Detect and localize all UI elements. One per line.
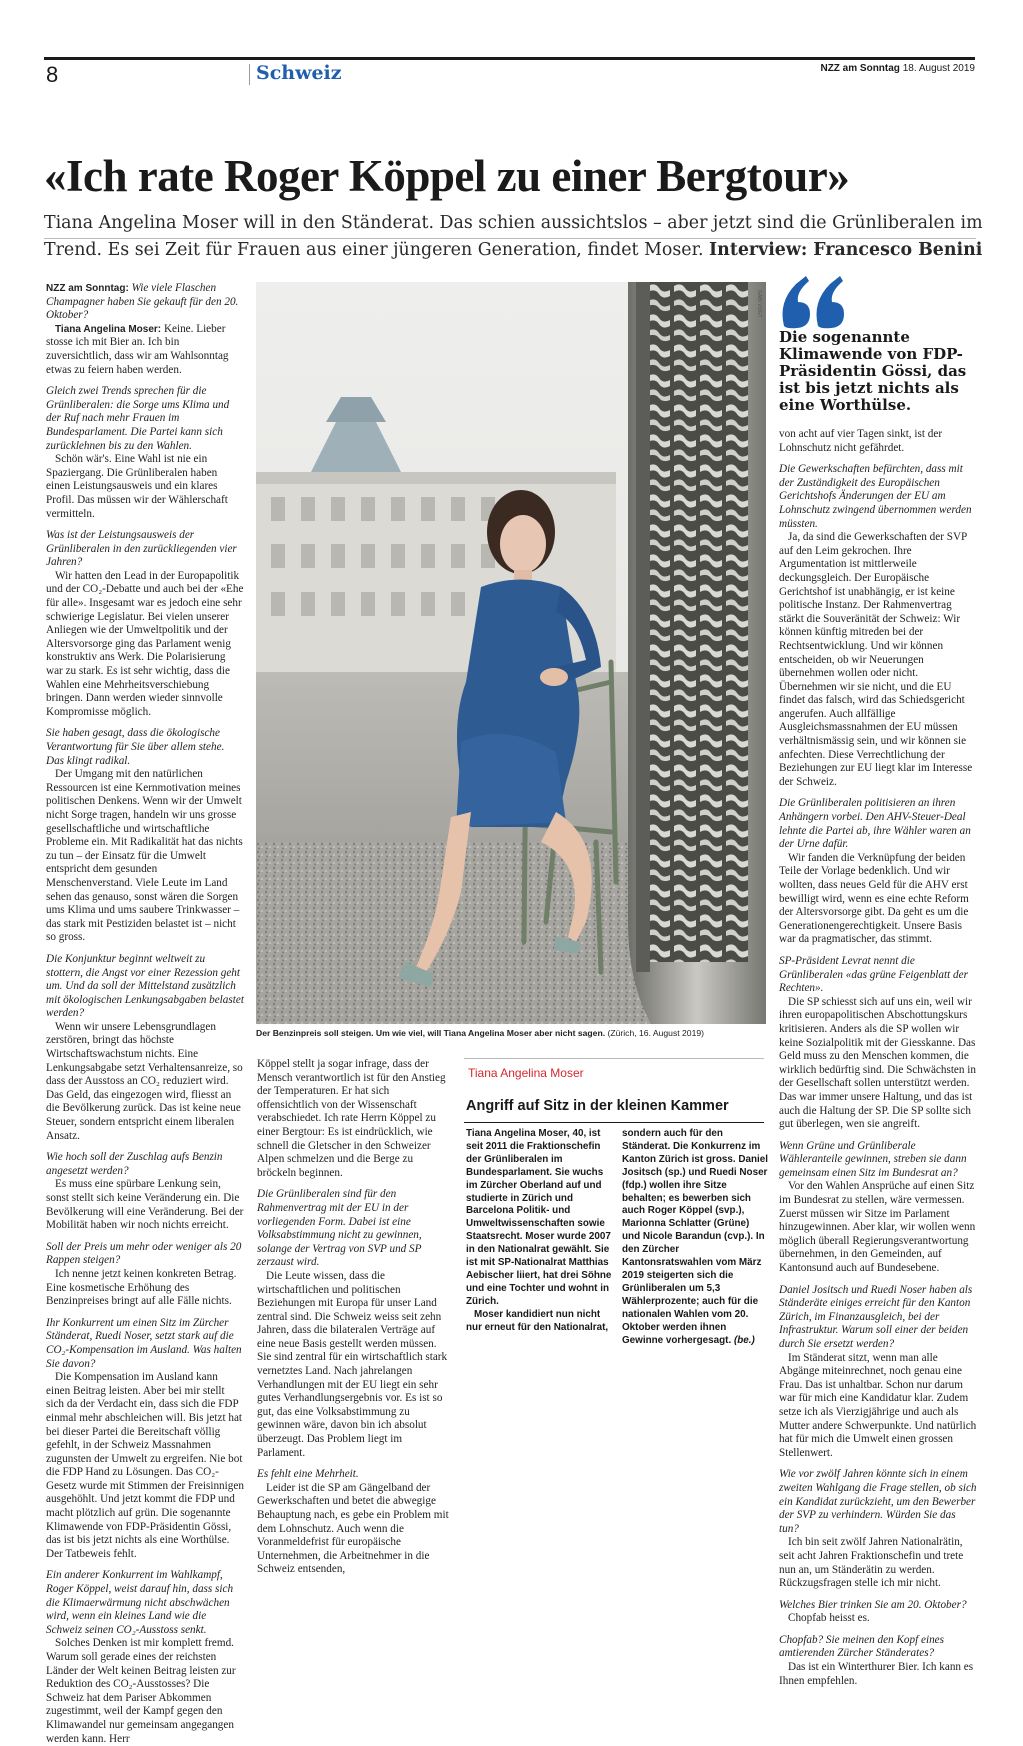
paragraph-text: Soll der Preis um mehr oder weniger als 20 Rappen steigen? — [46, 1240, 242, 1267]
question-paragraph — [257, 1188, 453, 1270]
box-top-rule — [464, 1058, 764, 1059]
caption-bold: Der Benzinpreis soll steigen. Um wie viel, will Tiana Angelina Moser aber nicht sagen. — [256, 1028, 606, 1038]
photo-credit: GABI VOGT — [756, 290, 762, 318]
answer-paragraph — [779, 996, 977, 1132]
paragraph-text: Daniel Jositsch und Ruedi Noser haben als Ständeräte einiges erreicht für den Kanton Zürich, im Finanzausgleich, bei der Infrastruktur. Warum soll einer der beiden durch Sie ersetzt werden? — [779, 1283, 973, 1350]
answer-paragraph — [46, 570, 244, 720]
box-paragraph-text: sondern auch für den Ständerat. Die Konkurrenz im Kanton Zürich ist gross. Daniel Jositsch (sp.) und Ruedi Noser (fdp.) wollen ihre Sitze behalten; es bewerben sich auch Roger Köppel (svp.), Marionna Schlatter (Grüne) und Nicole Barandun (cvp.). In den Zürcher Kantonsratswahlen vom März 2019 steigerten sich die Grünliberalen um 5,3 Wählerprozente; auch für die nationalen Wahlen vom 20. Oktober werden ihnen Gewinne vorhergesagt. — [622, 1128, 768, 1346]
article-column-1 — [46, 282, 244, 1746]
header-separator — [249, 64, 250, 85]
portrait-photo — [256, 282, 766, 1024]
paragraph-text: Was ist der Leistungsausweis der Grünliberalen in den zurückliegenden vier Jahren? — [46, 529, 237, 569]
paragraph-text: Das ist ein Winterthurer Bier. Ich kann es Ihnen empfehlen. — [779, 1661, 974, 1687]
paragraph-text: Ich bin seit zwölf Jahren Nationalrätin, seit acht Jahren Fraktionschefin und trete nun an, um Ständerätin zu werden. Rückzugsfragen stelle ich mir nicht. — [779, 1536, 964, 1590]
headline: «Ich rate Roger Köppel zu einer Bergtour» — [44, 151, 850, 201]
box-paragraph — [622, 1128, 768, 1347]
answer-paragraph — [257, 1270, 453, 1460]
paragraph-text: Wie hoch soll der Zuschlag aufs Benzin angesetzt werden? — [46, 1151, 223, 1177]
answer-paragraph — [779, 1352, 977, 1461]
lead-paragraph — [44, 210, 984, 264]
paragraph-text: SP-Präsident Levrat nennt die Grünliberalen «das grüne Feigenblatt der Rechten». — [779, 954, 968, 995]
paragraph-text: Sie haben gesagt, dass die ökologische Verantwortung für Sie über allem stehe. Das klingt radikal. — [46, 727, 225, 767]
quote-mark-icon — [778, 272, 848, 332]
box-title: Angriff auf Sitz in der kleinen Kammer — [466, 1098, 729, 1114]
question-paragraph — [46, 953, 244, 1021]
paragraph-text: Wenn Grüne und Grünliberale Wähleranteile gewinnen, streben sie dann gemeinsam einen Sitz im Bundesrat an? — [779, 1139, 967, 1179]
paragraph-text: Der Umgang mit den natürlichen Ressourcen ist eine Kernmotivation meines politischen Denkens. Wenn wir der Umwelt nicht Sorge tragen, handeln wir uns grosse gesellschaftliche und wirtschaftliche Probleme ein. Mit Radikalität hat das nichts zu tun – der Einsatz für die Umwelt entspricht dem gesunden Menschenverstand. Viele Leute im Land sehen das genauso, sonst wären die Sorgen ums Klima und ums saubere Trinkwasser – das stark mit Pestiziden belastet ist – nicht so gross. — [46, 768, 243, 944]
paragraph-text: Die Grünliberalen sind für den Rahmenvertrag mit der EU in der vorliegenden Form. Dabei ist eine Volksabstimmung nicht zu gewinnen, solange der Vertrag von SVP und SP zerzaust wird. — [257, 1188, 422, 1269]
answer-paragraph — [257, 1058, 453, 1180]
speaker-label: NZZ am Sonntag: — [46, 283, 129, 294]
question-paragraph — [779, 1599, 977, 1613]
paragraph-text: Es fehlt eine Mehrheit. — [257, 1468, 359, 1481]
answer-paragraph — [779, 1612, 977, 1626]
paragraph-text: Vor den Wahlen Ansprüche auf einen Sitz im Bundesrat zu stellen, wäre vermessen. Zuerst müssen wir Sitze im Parlament hinzugewinnen. Aber klar, wir wollen wenn möglich überall Regierungsverantwortung übernehmen, in den Gemeinden, auf Kantonsund auch auf Bundesebene. — [779, 1180, 976, 1275]
paragraph-text: Köppel stellt ja sogar infrage, dass der Mensch verantwortlich ist für den Anstieg der Temperaturen. Er hat sich offensichtlich von der Wissenschaft verabschiedet. Ich rate Herrn Köppel zu einer Bergtour: Es ist eindrücklich, wie schnell die Gletscher in den Schweizer Alpen schmelzen und die Berge zu bröckeln beginnen. — [257, 1058, 446, 1179]
lead-author: Interview: Francesco Benini — [709, 240, 983, 260]
box-column-2 — [622, 1128, 768, 1347]
paragraph-text: Die Gewerkschaften befürchten, dass mit der Zuständigkeit des Europäischen Gerichtshofs Änderungen der EU am Lohnschutz zwingend übernommen werden müssten. — [779, 463, 972, 530]
paragraph-text: Die Konjunktur beginnt weltweit zu stottern, die Angst vor einer Rezession geht um. Und da soll der Mittelstand zusätzlich mit ökologischen Lenkungsabgaben belastet werden? — [46, 952, 244, 1020]
paragraph-text: Die SP schiesst sich auf uns ein, weil wir ihren europapolitischen Abschottungskurs kritisieren. Anders als die SP wollen wir keine Sozialpolitik mit der Giesskanne. Das Geld muss zu den Menschen kommen, die wirklich bedürftig sind. Die Schwächsten in der Gesellschaft sollen unterstützt werden. Das war immer unsere Haltung, und das ist auch die Haltung der SP. Die SP sollte sich gut überlegen, wen sie angreift. — [779, 995, 976, 1131]
question-paragraph — [779, 797, 977, 851]
question-paragraph — [257, 1468, 453, 1482]
paragraph-text: Die Grünliberalen politisieren an ihren Anhängern vorbei. Den AHV-Steuer-Deal lehnte die Partei ab, ihre Wähler waren an der Urne dafür. — [779, 797, 971, 851]
answer-paragraph — [46, 1637, 244, 1746]
answer-paragraph — [46, 1021, 244, 1143]
question-paragraph — [46, 1569, 244, 1637]
question-paragraph — [46, 1317, 244, 1371]
answer-paragraph — [46, 323, 244, 377]
paragraph-text: Chopfab? Sie meinen den Kopf eines amtierenden Zürcher Ständerates? — [779, 1633, 944, 1660]
paragraph-text: Wir fanden die Verknüpfung der beiden Teile der Vorlage bedenklich. Und wir wollten, dass neues Geld für die AHV erst bewilligt wird, wenn es eine echte Reform der Altersvorsorge gibt. Da geht es um die Generationengerechtigkeit. Unsere Basis war da pragmatischer, das stimmt. — [779, 851, 969, 946]
answer-paragraph — [46, 1268, 244, 1309]
paragraph-text: Ihr Konkurrent um einen Sitz im Zürcher Ständerat, Ruedi Noser, setzt stark auf die CO₂-Kompensation im Ausland. Was halten Sie davon? — [46, 1316, 242, 1370]
pull-quote: Die sogenannte Klimawende von FDP-Präsidentin Gössi, das ist bis jetzt nichts als eine Worthülse. — [779, 328, 967, 414]
answer-paragraph — [779, 852, 977, 947]
lead-underline — [44, 238, 976, 239]
question-paragraph — [46, 282, 244, 323]
photo-caption — [256, 1028, 776, 1038]
paragraph-text: Ja, da sind die Gewerkschaften der SVP auf den Leim gekrochen. Ihre Argumentation ist mittlerweile deckungsgleich. Der Europäische Gerichtshof ist unabhängig, er ist keine politische Instanz. Der Rahmenvertrag stärkt die Souveränität der Schweiz: Wir können künftig mitreden bei der Rechtsentwicklung. Und wir können entscheiden, ob wir Neuerungen übernehmen wollen oder nicht. Übernehmen wir sie nicht, und die EU findet das falsch, wird das Schiedsgericht angerufen. Auch allfällige Ausgleichsmassnahmen der EU müssen verhältnismässig sein, und wir können sie anfechten. Diese Verrechtlichung der Beziehungen zur EU liegt klar im Interesse der Schweiz. — [779, 531, 973, 788]
paragraph-text: Die Kompensation im Ausland kann einen Beitrag leisten. Aber bei mir stellt sich da der Verdacht ein, dass sich die FDP einmal mehr abschleichen will. Bis jetzt hat bei dieser Partei die Bereitschaft völlig gefehlt, in der Schweiz Massnahmen zugunsten der Umwelt zu ergreifen. Nie bot die FDP Hand zu Lösungen. Das CO₂-Gesetz wurde mit Stimmen der Freisinnigen ausgehöhlt. Und jetzt kommt die FDP und macht plötzlich auf grün. Die sogenannte Klimawende von FDP-Präsidentin Gössi, das ist bis jetzt nichts als eine Worthülse. Der Tatbeweis fehlt. — [46, 1371, 244, 1560]
paragraph-text: Es muss eine spürbare Lenkung sein, sonst stellt sich keine Veränderung ein. Die Bevölkerung will eine Veränderung. Bei der Mobilität haben wir noch nichts erreicht. — [46, 1178, 244, 1232]
question-paragraph — [46, 385, 244, 453]
answer-paragraph — [779, 1536, 977, 1590]
question-paragraph — [779, 463, 977, 531]
article-column-4 — [779, 428, 977, 1688]
question-paragraph — [779, 1634, 977, 1661]
article-column-2 — [257, 1058, 453, 1577]
answer-paragraph — [257, 1482, 453, 1577]
paragraph-text: Wie vor zwölf Jahren könnte sich in einem zweiten Wahlgang die Frage stellen, ob sich ein Kandidat zurückzieht, um den Bewerber der SVP zu verhindern. Würden Sie das tun? — [779, 1468, 977, 1535]
answer-paragraph — [46, 453, 244, 521]
paragraph-text: Gleich zwei Trends sprechen für die Grünliberalen: die Sorge ums Klima und der Ruf nach mehr Frauen im Bundesparlament. Die Partei kann sich zurücklehnen bis zu den Wahlen. — [46, 385, 230, 452]
paragraph-text: Keine. Lieber stosse ich mit Bier an. Ich bin zuversichtlich, dass wir am Wahlsonntag etwas zu feiern haben werden. — [46, 322, 229, 376]
lead-text: Tiana Angelina Moser will in den Ständerat. Das schien aussichtslos – aber jetzt sind die Grünliberalen im Trend. Es sei Zeit für Frauen aus einer jüngeren Generation, findet Moser. — [44, 213, 983, 260]
answer-paragraph — [46, 1371, 244, 1561]
caption-rest: (Zürich, 16. August 2019) — [607, 1028, 704, 1038]
answer-paragraph — [779, 428, 977, 455]
box-title-rule — [464, 1122, 764, 1123]
question-paragraph — [46, 529, 244, 570]
box-paragraph-text: Moser kandidiert nun nicht nur erneut für den Nationalrat, — [466, 1308, 609, 1333]
paragraph-text: Solches Denken ist mir komplett fremd. Warum soll gerade eines der reichsten Länder der Welt keinen Beitrag leisten zur Reduktion des CO₂-Ausstosses? Die Schweiz hat dem Pariser Abkommen zugestimmt, weil der Kampf gegen den Klimawandel nur gemeinsam angegangen werden kann. Herr — [46, 1637, 236, 1745]
paragraph-text: Ein anderer Konkurrent im Wahlkampf, Roger Köppel, weist darauf hin, dass sich die Klimaerwärmung nicht abschwächen wird, wenn ein kleines Land wie die Schweiz seinen CO₂-Ausstoss senkt. — [46, 1569, 234, 1636]
paragraph-text: Ich nenne jetzt keinen konkreten Betrag. Eine kosmetische Erhöhung des Benzinpreises bringt auf alle Fälle nichts. — [46, 1267, 237, 1308]
question-paragraph — [46, 727, 244, 768]
question-paragraph — [46, 1241, 244, 1268]
box-paragraph — [466, 1128, 612, 1309]
paragraph-text: Leider ist die SP am Gängelband der Gewerkschaften und betet die abwegige Behauptung nach, es gebe ein Problem mit dem Lohnschutz. Auch wenn die Voranmeldefrist für europäische Unternehmen, die Arbeitnehmer in die Schweiz entsenden, — [257, 1481, 449, 1576]
paragraph-text: Wie viele Flaschen Champagner haben Sie gekauft für den 20. Oktober? — [46, 282, 239, 322]
paragraph-text: Schön wär's. Eine Wahl ist nie ein Spaziergang. Die Grünliberalen haben einen Leistungsausweis und ein klares Profil. Das müssen wir der Wählerschaft vermitteln. — [46, 453, 228, 520]
paragraph-text: Welches Bier trinken Sie am 20. Oktober? — [779, 1598, 967, 1611]
paragraph-text: Im Ständerat sitzt, wenn man alle Abgänge miteinrechnet, noch genau eine Frau. Das ist unhaltbar. Schon nur darum war für mich eine Kandidatur klar. Zudem setze ich als Vierzigjährige und auch als Mutter andere Schwerpunkte. Und natürlich hat für mich die Umwelt einen grossen Stellenwert. — [779, 1351, 977, 1459]
paragraph-text: Wir hatten den Lead in der Europapolitik und der CO₂-Debatte und auch bei der «Ehe für alle». Insgesamt war es jedoch eine sehr schwierige Legislatur. Bei vielen unserer Anliegen wie der Umweltpolitik und der Altersvorsorge ging das Parlament wenig konstruktiv ans Werk. Die Polarisierung war zu stark. Es ist sehr wichtig, dass die Wahlen eine Mehrheitsverschiebung bringen. Dann werden wieder sinnvolle Kompromisse möglich. — [46, 569, 244, 718]
box-paragraph-text: Tiana Angelina Moser, 40, ist seit 2011 die Fraktionschefin der Grünliberalen im Bundesparlament. Sie wuchs im Zürcher Oberland auf und studierte in Zürich und Barcelona Politik- und Umweltwissenschaften sowie Staatsrecht. Moser wurde 2007 in den Nationalrat gewählt. Sie ist mit SP-Nationalrat Matthias Aebischer liiert, hat drei Söhne und eine Tochter und wohnt in Zürich. — [466, 1128, 612, 1307]
paragraph-text: Chopfab heisst es. — [788, 1612, 870, 1625]
masthead — [820, 63, 975, 74]
box-column-1 — [466, 1128, 612, 1335]
answer-paragraph — [779, 1661, 977, 1688]
answer-paragraph — [779, 531, 977, 789]
paragraph-text: Wenn wir unsere Lebensgrundlagen zerstören, bringt das höchste Wirtschaftswachstum nichts. Eine Lenkungsabgabe setzt Verhaltensanreize, so dass der Ausstoss an CO₂ reduziert wird. Das Geld, das eingezogen wird, fliesst an die Bevölkerung zurück. Das ist keine neue Steuer, sondern entspricht einem liberalen Ansatz. — [46, 1020, 243, 1142]
speaker-label: Tiana Angelina Moser: — [55, 323, 162, 335]
box-label: Tiana Angelina Moser — [468, 1066, 584, 1080]
page-number: 8 — [46, 62, 59, 87]
question-paragraph — [779, 1140, 977, 1181]
answer-paragraph — [46, 768, 244, 945]
question-paragraph — [46, 1151, 244, 1178]
question-paragraph — [779, 1468, 977, 1536]
question-paragraph — [779, 1284, 977, 1352]
box-paragraph — [466, 1309, 612, 1335]
answer-paragraph — [779, 1180, 977, 1275]
top-rule — [44, 57, 975, 60]
box-signature: (be.) — [733, 1334, 755, 1346]
portrait-illustration — [256, 282, 766, 1024]
issue-date: 18. August 2019 — [902, 63, 975, 74]
answer-paragraph — [46, 1178, 244, 1232]
section-title: Schweiz — [256, 62, 342, 84]
paragraph-text: Die Leute wissen, dass die wirtschaftlichen und politischen Beziehungen mit Europa für unser Land zentral sind. Die Schweiz weiss seit zehn Jahren, dass die bilateralen Verträge auf eine neue Basis gestellt werden müssen. Sie sind zentral für ein wirtschaftlich stark vernetztes Land. Nach jahrelangen Verhandlungen mit der EU liegt ein sehr gutes Verhandlungsergebnis vor. Es ist so gut, das eine Volksabstimmung zu gewinnen wäre, davon bin ich absolut überzeugt. Das Problem liegt im Parlament. — [257, 1269, 448, 1459]
masthead-name: NZZ am Sonntag — [820, 63, 900, 74]
paragraph-text: von acht auf vier Tagen sinkt, ist der Lohnschutz nicht gefährdet. — [779, 428, 943, 454]
question-paragraph — [779, 955, 977, 996]
